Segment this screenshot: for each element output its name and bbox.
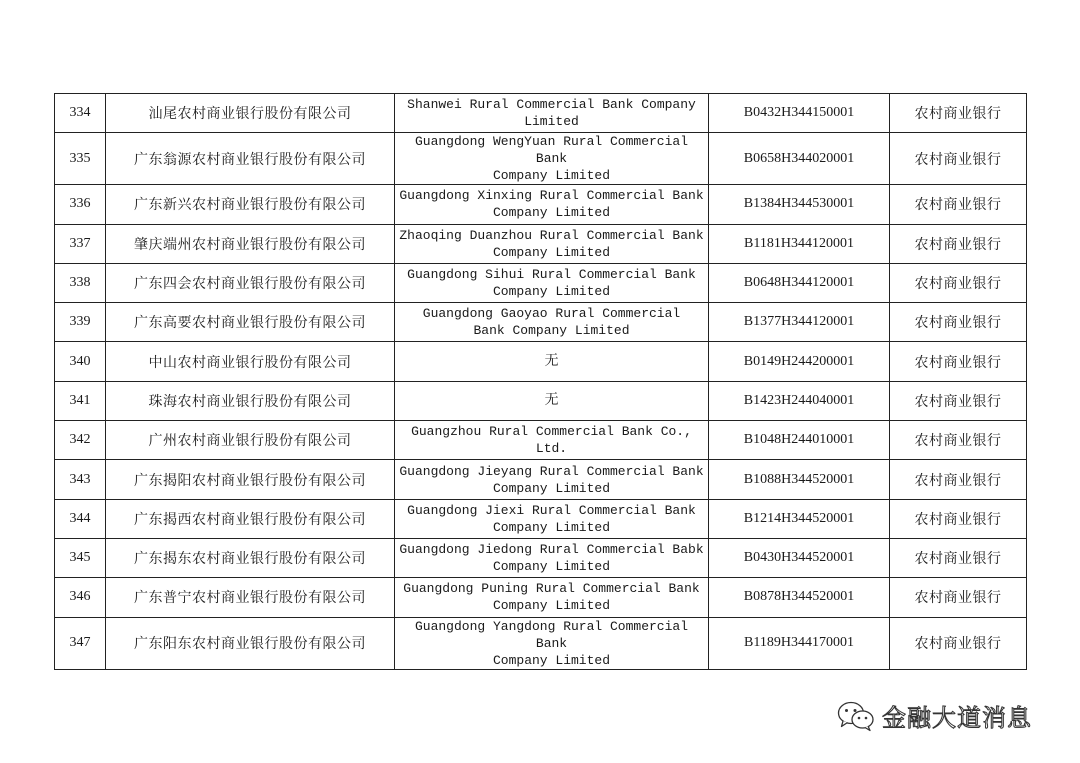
row-index: 344 xyxy=(55,499,106,538)
bank-name-cn: 广州农村商业银行股份有限公司 xyxy=(106,421,395,460)
institution-type: 农村商业银行 xyxy=(890,224,1027,263)
bank-name-en: Zhaoqing Duanzhou Rural Commercial Bank Company Limited xyxy=(395,224,709,263)
table-row xyxy=(55,499,1027,538)
institution-type: 农村商业银行 xyxy=(890,460,1027,499)
license-code: B1423H244040001 xyxy=(709,381,890,420)
table-row xyxy=(55,263,1027,302)
row-index: 347 xyxy=(55,617,106,669)
institution-type: 农村商业银行 xyxy=(890,499,1027,538)
bank-name-cn: 广东揭东农村商业银行股份有限公司 xyxy=(106,538,395,577)
bank-name-cn: 广东翁源农村商业银行股份有限公司 xyxy=(106,133,395,185)
license-code: B0432H344150001 xyxy=(709,94,890,133)
institution-type: 农村商业银行 xyxy=(890,538,1027,577)
license-code: B0149H244200001 xyxy=(709,342,890,381)
license-code: B1384H344530001 xyxy=(709,185,890,224)
license-code: B0658H344020001 xyxy=(709,133,890,185)
row-index: 334 xyxy=(55,94,106,133)
bank-name-en: Guangdong Jieyang Rural Commercial Bank Company Limited xyxy=(395,460,709,499)
row-index: 341 xyxy=(55,381,106,420)
institution-type: 农村商业银行 xyxy=(890,381,1027,420)
table-body xyxy=(55,94,1027,670)
bank-name-en: Guangdong Gaoyao Rural Commercial Bank Company Limited xyxy=(395,303,709,342)
bank-name-cn: 广东阳东农村商业银行股份有限公司 xyxy=(106,617,395,669)
bank-name-en: 无 xyxy=(395,381,709,420)
institution-type: 农村商业银行 xyxy=(890,578,1027,617)
table-row xyxy=(55,617,1027,669)
row-index: 345 xyxy=(55,538,106,577)
bank-name-en: Guangdong Jiexi Rural Commercial Bank Company Limited xyxy=(395,499,709,538)
bank-name-en: Guangdong WengYuan Rural Commercial Bank Company Limited xyxy=(395,133,709,185)
license-code: B1189H344170001 xyxy=(709,617,890,669)
bank-name-cn: 汕尾农村商业银行股份有限公司 xyxy=(106,94,395,133)
table-row xyxy=(55,342,1027,381)
row-index: 337 xyxy=(55,224,106,263)
bank-name-cn: 珠海农村商业银行股份有限公司 xyxy=(106,381,395,420)
row-index: 340 xyxy=(55,342,106,381)
institution-type: 农村商业银行 xyxy=(890,303,1027,342)
bank-name-en: 无 xyxy=(395,342,709,381)
table-row xyxy=(55,185,1027,224)
license-code: B0648H344120001 xyxy=(709,263,890,302)
bank-name-cn: 肇庆端州农村商业银行股份有限公司 xyxy=(106,224,395,263)
table-row xyxy=(55,421,1027,460)
bank-name-cn: 广东高要农村商业银行股份有限公司 xyxy=(106,303,395,342)
table-row xyxy=(55,133,1027,185)
license-code: B1181H344120001 xyxy=(709,224,890,263)
bank-name-en: Guangdong Jiedong Rural Commercial Babk Company Limited xyxy=(395,538,709,577)
row-index: 342 xyxy=(55,421,106,460)
table-row xyxy=(55,303,1027,342)
license-code: B1088H344520001 xyxy=(709,460,890,499)
watermark-text: 金融大道消息 xyxy=(882,704,1032,732)
bank-name-cn: 中山农村商业银行股份有限公司 xyxy=(106,342,395,381)
row-index: 346 xyxy=(55,578,106,617)
bank-name-cn: 广东普宁农村商业银行股份有限公司 xyxy=(106,578,395,617)
bank-name-en: Guangdong Puning Rural Commercial Bank Company Limited xyxy=(395,578,709,617)
bank-name-cn: 广东揭西农村商业银行股份有限公司 xyxy=(106,499,395,538)
license-code: B1048H244010001 xyxy=(709,421,890,460)
table-row xyxy=(55,381,1027,420)
table-row xyxy=(55,578,1027,617)
row-index: 336 xyxy=(55,185,106,224)
institution-type: 农村商业银行 xyxy=(890,617,1027,669)
license-code: B0430H344520001 xyxy=(709,538,890,577)
table-row xyxy=(55,224,1027,263)
bank-name-cn: 广东揭阳农村商业银行股份有限公司 xyxy=(106,460,395,499)
bank-name-en: Guangzhou Rural Commercial Bank Co., Ltd. xyxy=(395,421,709,460)
bank-name-en: Guangdong Xinxing Rural Commercial Bank Company Limited xyxy=(395,185,709,224)
row-index: 335 xyxy=(55,133,106,185)
license-code: B1214H344520001 xyxy=(709,499,890,538)
license-code: B0878H344520001 xyxy=(709,578,890,617)
institution-type: 农村商业银行 xyxy=(890,94,1027,133)
bank-table xyxy=(54,93,1027,670)
watermark xyxy=(836,698,1032,733)
institution-type: 农村商业银行 xyxy=(890,185,1027,224)
bank-name-cn: 广东新兴农村商业银行股份有限公司 xyxy=(106,185,395,224)
bank-name-cn: 广东四会农村商业银行股份有限公司 xyxy=(106,263,395,302)
bank-name-en: Guangdong Sihui Rural Commercial Bank Company Limited xyxy=(395,263,709,302)
row-index: 339 xyxy=(55,303,106,342)
institution-type: 农村商业银行 xyxy=(890,421,1027,460)
bank-name-en: Shanwei Rural Commercial Bank Company Limited xyxy=(395,94,709,133)
bank-name-en: Guangdong Yangdong Rural Commercial Bank Company Limited xyxy=(395,617,709,669)
row-index: 343 xyxy=(55,460,106,499)
wechat-icon xyxy=(836,700,876,732)
table-row xyxy=(55,460,1027,499)
institution-type: 农村商业银行 xyxy=(890,342,1027,381)
license-code: B1377H344120001 xyxy=(709,303,890,342)
institution-type: 农村商业银行 xyxy=(890,263,1027,302)
table-row xyxy=(55,538,1027,577)
table-row xyxy=(55,94,1027,133)
row-index: 338 xyxy=(55,263,106,302)
institution-type: 农村商业银行 xyxy=(890,133,1027,185)
